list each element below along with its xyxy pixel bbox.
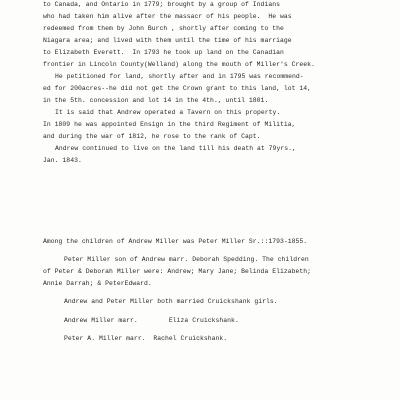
text-line: redeemed from them by John Burch , shortly after coming to the <box>43 25 284 32</box>
text-line: Annie Darrah; & PeterEdward. <box>43 280 152 287</box>
text-line: ed for 200acres--he did not get the Crown grant to this land, lot 14, <box>43 85 312 92</box>
text-line: Peter Miller son of Andrew marr. Deborah Spedding. The children <box>64 256 309 263</box>
text-line: In 1809 he was appointed Ensign in the third Regiment of Militia, <box>43 121 296 128</box>
text-line: and during the war of 1812, he rose to the rank of Capt. <box>43 133 261 140</box>
text-line: to Elizabeth Everett. In 1793 he took up land on the Canadian <box>43 49 284 56</box>
text-line: frontier in Lincoln County(Welland) along the mouth of Miller's Creek. <box>43 61 315 68</box>
text-line: Among the children of Andrew Miller was Peter Miller Sr.::1793-1855. <box>43 238 308 245</box>
text-line: It is said that Andrew operated a Tavern on this property. <box>55 109 281 116</box>
text-line: of Peter & Deborah Miller were: Andrew; Mary Jane; Belinda Elizabeth; <box>43 268 312 275</box>
text-line: Jan. 1843. <box>43 157 82 164</box>
text-line: to Canada, and Ontario in 1779; brought by a group of Indians <box>43 1 280 8</box>
text-line: Andrew continued to live on the land till his death at 79yrs., <box>55 145 296 152</box>
text-line: He petitioned for land, shortly after and in 1795 was recommend- <box>55 73 304 80</box>
text-line: in the 5th. concession and lot 14 in the 4th., until 1801. <box>43 97 269 104</box>
text-line: Peter A. Miller marr. Rachel Cruickshank. <box>64 335 228 342</box>
text-line: who had taken him alive after the massacr of his people. He was <box>43 13 292 20</box>
text-line: Andrew Miller marr. Eliza Cruickshank. <box>64 317 239 324</box>
text-line: Niagara area; and lived with them until the time of his marriage <box>43 37 292 44</box>
text-line: Andrew and Peter Miller both married Cruickshank girls. <box>64 298 278 305</box>
